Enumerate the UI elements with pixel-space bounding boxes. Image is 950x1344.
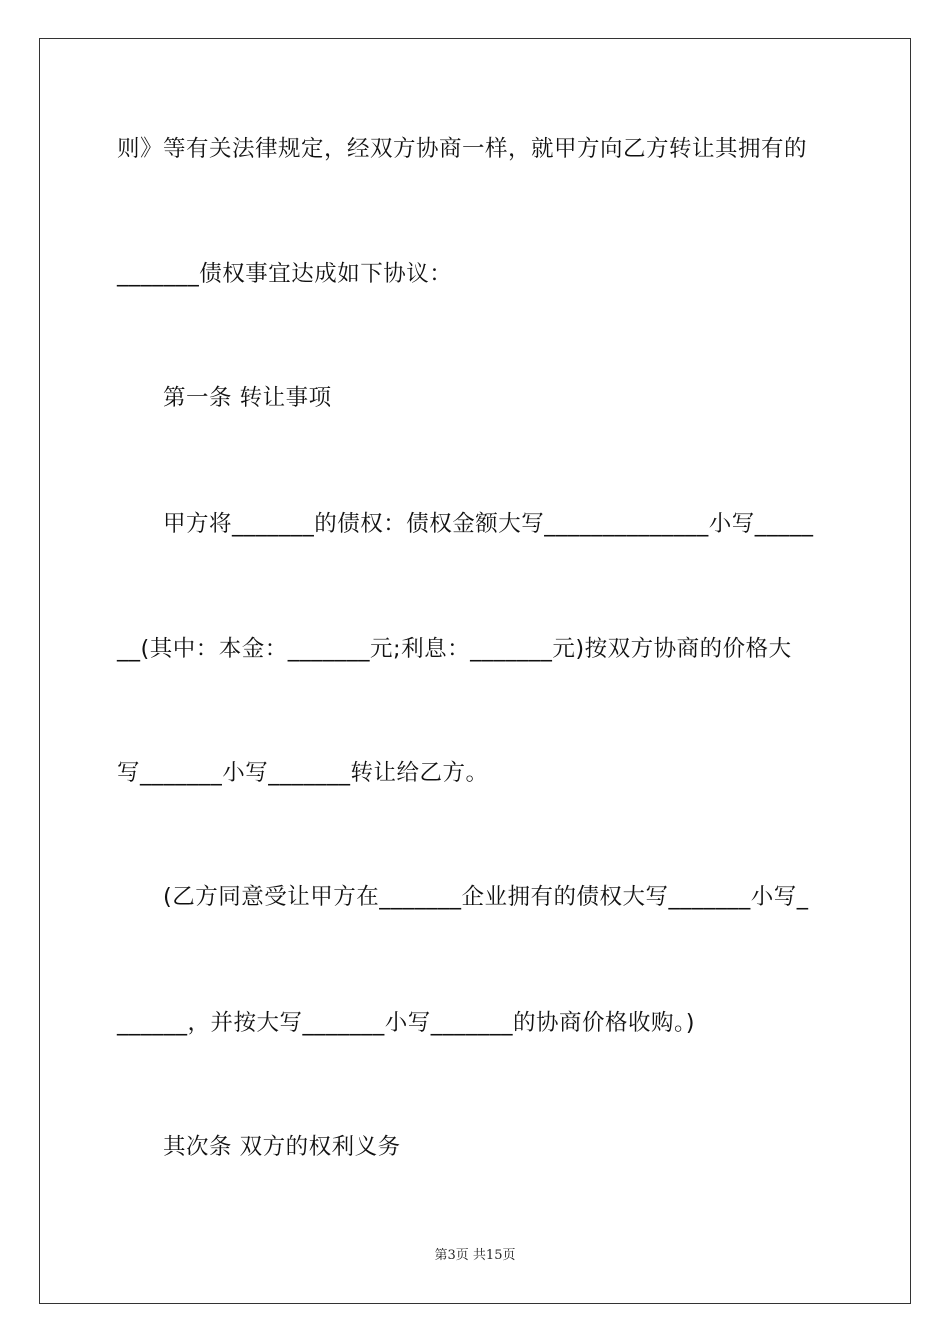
page-border	[39, 38, 911, 1304]
article-2-heading: 其次条 双方的权利义务	[163, 1134, 401, 1160]
article-1-heading: 第一条 转让事项	[163, 385, 332, 411]
paragraph-line-7: (乙方同意受让甲方在_______企业拥有的债权大写_______小写_	[163, 884, 809, 910]
paragraph-line-2: _______债权事宜达成如下协议：	[117, 261, 453, 287]
paragraph-line-4: 甲方将_______的债权：债权金额大写______________小写_____	[163, 511, 814, 537]
paragraph-line-8: ______，并按大写_______小写_______的协商价格收购。)	[117, 1010, 696, 1036]
paragraph-line-1: 则》等有关法律规定，经双方协商一样，就甲方向乙方转让其拥有的	[117, 136, 808, 162]
paragraph-line-6: 写_______小写_______转让给乙方。	[117, 760, 489, 786]
page-number-footer: 第3页 共15页	[434, 1248, 516, 1263]
paragraph-line-5: __(其中：本金：_______元;利息：_______元)按双方协商的价格大	[117, 636, 792, 662]
